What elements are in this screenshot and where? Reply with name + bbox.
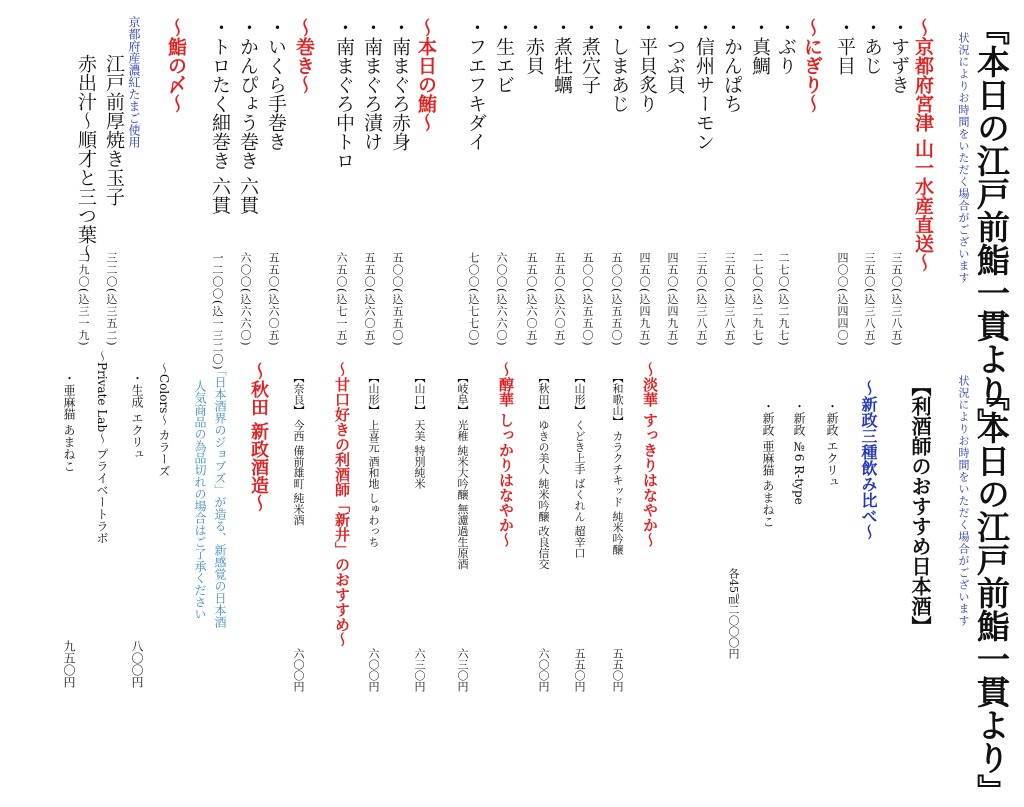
light-item-0: 【和歌山】 カラクチキッド 純米吟醸	[611, 372, 624, 555]
sushi-item-name: ・平目	[834, 18, 856, 75]
sushi-item-price: 一二〇〇(込一三二〇)	[211, 252, 224, 371]
sushi-item-name: ・トロたく細巻き 六貫	[209, 18, 231, 215]
sushi-item-name: ・フエフキダイ	[465, 18, 487, 151]
sushi-item-price: 五〇〇(込五五〇)	[391, 252, 404, 347]
sushi-item-price: 五五〇(込六〇五)	[363, 252, 376, 347]
rich-heading: 〜醇華 しっかりはなやか〜	[497, 362, 515, 548]
light-item-2: 【秋田】 ゆきの美人 純米吟醸 改良信交	[537, 372, 550, 570]
sushi-item-name: ・真鯛	[749, 18, 771, 75]
sushi-item-price: 五五〇(込六〇五)	[553, 252, 566, 347]
sushi-item-price: 五〇〇(込五五〇)	[581, 252, 594, 347]
sushi-item-price: 六〇〇(込六六〇)	[495, 252, 508, 347]
rich-item-1: 【山口】 天美 特別純米	[413, 372, 426, 489]
rich-price-1: 六三〇円	[413, 648, 426, 692]
sushi-item-price: 六五〇(込七一五)	[335, 252, 348, 347]
colors-price: 八〇〇円	[130, 640, 144, 688]
light-item-1: 【山形】 くどき上手 ばくれん 超辛口	[573, 372, 586, 559]
sushi-item-price: 三五〇(込三八五)	[723, 252, 736, 347]
section-heading: 〜本日の鮪〜	[415, 18, 437, 132]
light-heading: 〜淡華 すっきりはなやか〜	[641, 362, 659, 548]
sushi-item-price: 五〇〇(込五五〇)	[610, 252, 623, 347]
sushi-item-price: 五五〇(込六〇五)	[525, 252, 538, 347]
sushi-item-name: 赤出汁〜順才と三つ葉〜	[75, 54, 97, 263]
sushi-item-name: ・信州サーモン	[693, 18, 715, 151]
sushi-item-name: ・ぶり	[775, 18, 797, 75]
light-price-1: 五五〇円	[573, 648, 586, 692]
private-item: ・亜麻猫 あまねこ	[62, 372, 76, 472]
kyoto-egg-note: 京都府産濃紅たまご使用	[127, 16, 141, 148]
sushi-item-name: ・かんぱち	[721, 18, 743, 113]
sushi-item-name: ・平貝炙り	[636, 18, 658, 113]
sushi-item-price: 三五〇(込三八五)	[695, 252, 708, 347]
sushi-item-name: ・煮穴子	[579, 18, 601, 94]
aramasa-item-0: ・新政 エクリュ	[825, 400, 839, 488]
sushi-item-price: 四五〇(込四九五)	[666, 252, 679, 347]
sushi-item-name: ・生エビ	[493, 18, 515, 94]
aramasa-item-1: ・新政 №6 R-type	[792, 400, 806, 505]
akita-note-2: 人気商品の為品切れの場合はご了承ください	[193, 380, 207, 620]
aramasa-heading: 〜新政三種飲み比べ〜	[859, 380, 878, 540]
sushi-item-name: ・南まぐろ中トロ	[333, 18, 355, 170]
colors-item: ・生成 エクリュ	[130, 372, 144, 460]
sushi-item-price: 二七〇(込二九七)	[751, 252, 764, 347]
sushi-item-price: 二七〇(込二九七)	[777, 252, 790, 347]
sushi-item-name: ・しまあじ	[608, 18, 630, 113]
sushi-item-name: ・すずき	[888, 18, 910, 94]
menu-title-bottom: 『本日の江戸前鮨一貫より』	[972, 378, 1011, 807]
sushi-item-price: 四〇〇(込四四〇)	[836, 252, 849, 347]
sushi-item-name: ・南まぐろ赤身	[389, 18, 411, 151]
sushi-item-price: 四五〇(込四九五)	[638, 252, 651, 347]
sushi-item-price: 二九〇(込三一九)	[77, 252, 90, 347]
aramasa-price: 各45㎖二〇〇〇円	[727, 568, 740, 659]
sushi-item-price: 三二〇(込三五二)	[105, 252, 118, 347]
rich-price-0: 六三〇円	[456, 648, 469, 692]
sushi-item-name: ・いくら手巻き	[265, 18, 287, 151]
menu-title-top: 『本日の江戸前鮨一貫より』	[972, 12, 1011, 441]
sweet-item-1: 【奈良】 今西 備前雄町 純米酒	[292, 372, 305, 526]
menu-note-bottom: 状況によりお時間をいただく場合がございます	[957, 375, 970, 627]
colors-heading: 〜Colors〜 カラーズ	[157, 362, 171, 478]
menu-note-top: 状況によりお時間をいただく場合がございます	[957, 32, 970, 284]
section-miyazu: 〜京都府宮津 山一水産直送〜	[912, 18, 934, 272]
akita-heading: 〜秋田 新政酒造〜	[248, 362, 269, 513]
sweet-price-1: 六〇〇円	[292, 648, 305, 692]
sushi-item-price: 三五〇(込三八五)	[890, 252, 903, 347]
sake-heading: 【利酒師のおすすめ日本酒】	[908, 376, 932, 636]
rich-item-0: 【岐阜】 光稚 純米大吟醸 無濾過生原酒	[456, 372, 469, 570]
sushi-item-price: 五五〇(込六〇五)	[267, 252, 280, 347]
sushi-item-name: ・赤貝	[523, 18, 545, 75]
light-price-2: 六〇〇円	[537, 648, 550, 692]
sushi-item-price: 七〇〇(込七七〇)	[467, 252, 480, 347]
sushi-item-name: 江戸前厚焼き玉子	[103, 54, 125, 206]
sushi-item-name: ・かんぴょう巻き 六貫	[237, 18, 259, 215]
sweet-item-0: 【山形】 上喜元 酒和地 しゅわっち	[367, 372, 380, 548]
private-heading: 〜Private Lab〜 プライベートラボ	[95, 350, 109, 544]
sweet-heading: 〜甘口好きの利酒師「新井」のおすすめ〜	[333, 362, 351, 647]
sushi-item-name: ・あじ	[861, 18, 883, 75]
sweet-price-0: 六〇〇円	[367, 648, 380, 692]
sushi-item-name: ・つぶ貝	[664, 18, 686, 94]
private-price: 九五〇円	[62, 640, 76, 688]
sushi-item-name: ・南まぐろ漬け	[361, 18, 383, 151]
sushi-item-name: ・煮牡蠣	[551, 18, 573, 94]
section-heading: 〜にぎり〜	[801, 18, 823, 113]
sushi-item-price: 六〇〇(込六六〇)	[239, 252, 252, 347]
section-heading: 〜鮨の〆〜	[165, 18, 187, 113]
aramasa-item-2: ・新政 亜麻猫 あまねこ	[761, 400, 775, 528]
section-heading: 〜巻き〜	[293, 18, 315, 94]
akita-note-1: 「日本酒界のジョブズ」が造る、新感覚の日本酒	[213, 364, 227, 628]
light-price-0: 五五〇円	[611, 648, 624, 692]
sushi-item-price: 三五〇(込三八五)	[863, 252, 876, 347]
